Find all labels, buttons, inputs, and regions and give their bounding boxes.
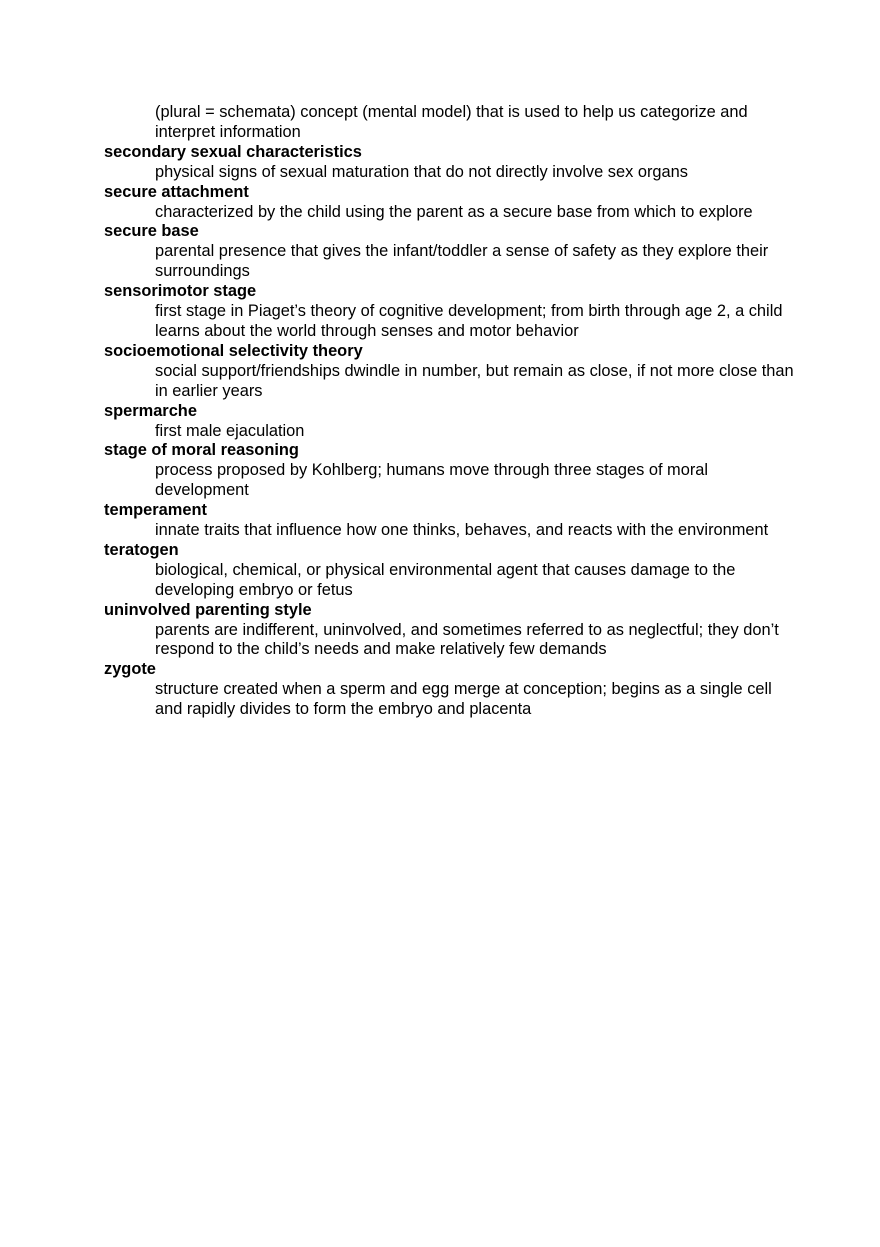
glossary-entry-continued xyxy=(104,103,794,143)
glossary-definition: structure created when a sperm and egg merge at conception; begins as a single cell and rapidly divides to form the embryo and placenta xyxy=(155,680,772,719)
glossary-entry-zygote xyxy=(104,660,794,720)
glossary-definition: process proposed by Kohlberg; humans move through three stages of moral development xyxy=(155,461,709,500)
glossary-entry-stage-of-moral-reasoning xyxy=(104,441,794,501)
glossary-definition: first stage in Piaget’s theory of cognitive development; from birth through age 2, a child learns about the world through senses and motor behavior xyxy=(155,302,783,340)
glossary-definition: characterized by the child using the parent as a secure base from which to explore xyxy=(155,202,753,221)
glossary-entry-secure-attachment xyxy=(104,183,794,223)
glossary-list xyxy=(104,103,794,720)
glossary-term: secondary sexual characteristics xyxy=(104,142,362,161)
glossary-entry-uninvolved-parenting-style xyxy=(104,601,794,661)
glossary-definition: physical signs of sexual maturation that do not directly involve sex organs xyxy=(155,162,688,181)
glossary-term: socioemotional selectivity theory xyxy=(104,341,363,360)
glossary-term: zygote xyxy=(104,660,156,679)
glossary-term: teratogen xyxy=(104,540,179,559)
glossary-entry-secondary-sexual-characteristics xyxy=(104,143,794,183)
glossary-entry-sensorimotor-stage xyxy=(104,282,794,342)
glossary-entry-teratogen xyxy=(104,541,794,601)
glossary-term: sensorimotor stage xyxy=(104,282,257,301)
glossary-definition: social support/friendships dwindle in number, but remain as close, if not more close than in earlier years xyxy=(155,361,794,400)
glossary-term: secure attachment xyxy=(104,182,249,201)
glossary-definition: first male ejaculation xyxy=(155,421,305,440)
glossary-entry-spermarche xyxy=(104,402,794,442)
glossary-entry-secure-base xyxy=(104,222,794,282)
glossary-term: temperament xyxy=(104,501,207,520)
glossary-entry-socioemotional-selectivity-theory xyxy=(104,342,794,402)
glossary-definition: biological, chemical, or physical environmental agent that causes damage to the developing embryo or fetus xyxy=(155,560,736,599)
glossary-entry-temperament xyxy=(104,501,794,541)
glossary-definition: parental presence that gives the infant/toddler a sense of safety as they explore their surroundings xyxy=(155,242,769,281)
glossary-term: stage of moral reasoning xyxy=(104,441,299,460)
glossary-definition: innate traits that influence how one thinks, behaves, and reacts with the environment xyxy=(155,521,769,540)
glossary-term: uninvolved parenting style xyxy=(104,600,312,619)
glossary-term: secure base xyxy=(104,222,199,241)
glossary-definition: parents are indifferent, uninvolved, and sometimes referred to as neglectful; they don’t respond to the child’s needs and make relatively few demands xyxy=(155,620,779,659)
glossary-term: spermarche xyxy=(104,401,197,420)
glossary-definition: (plural = schemata) concept (mental model) that is used to help us categorize and interpret information xyxy=(155,103,748,141)
